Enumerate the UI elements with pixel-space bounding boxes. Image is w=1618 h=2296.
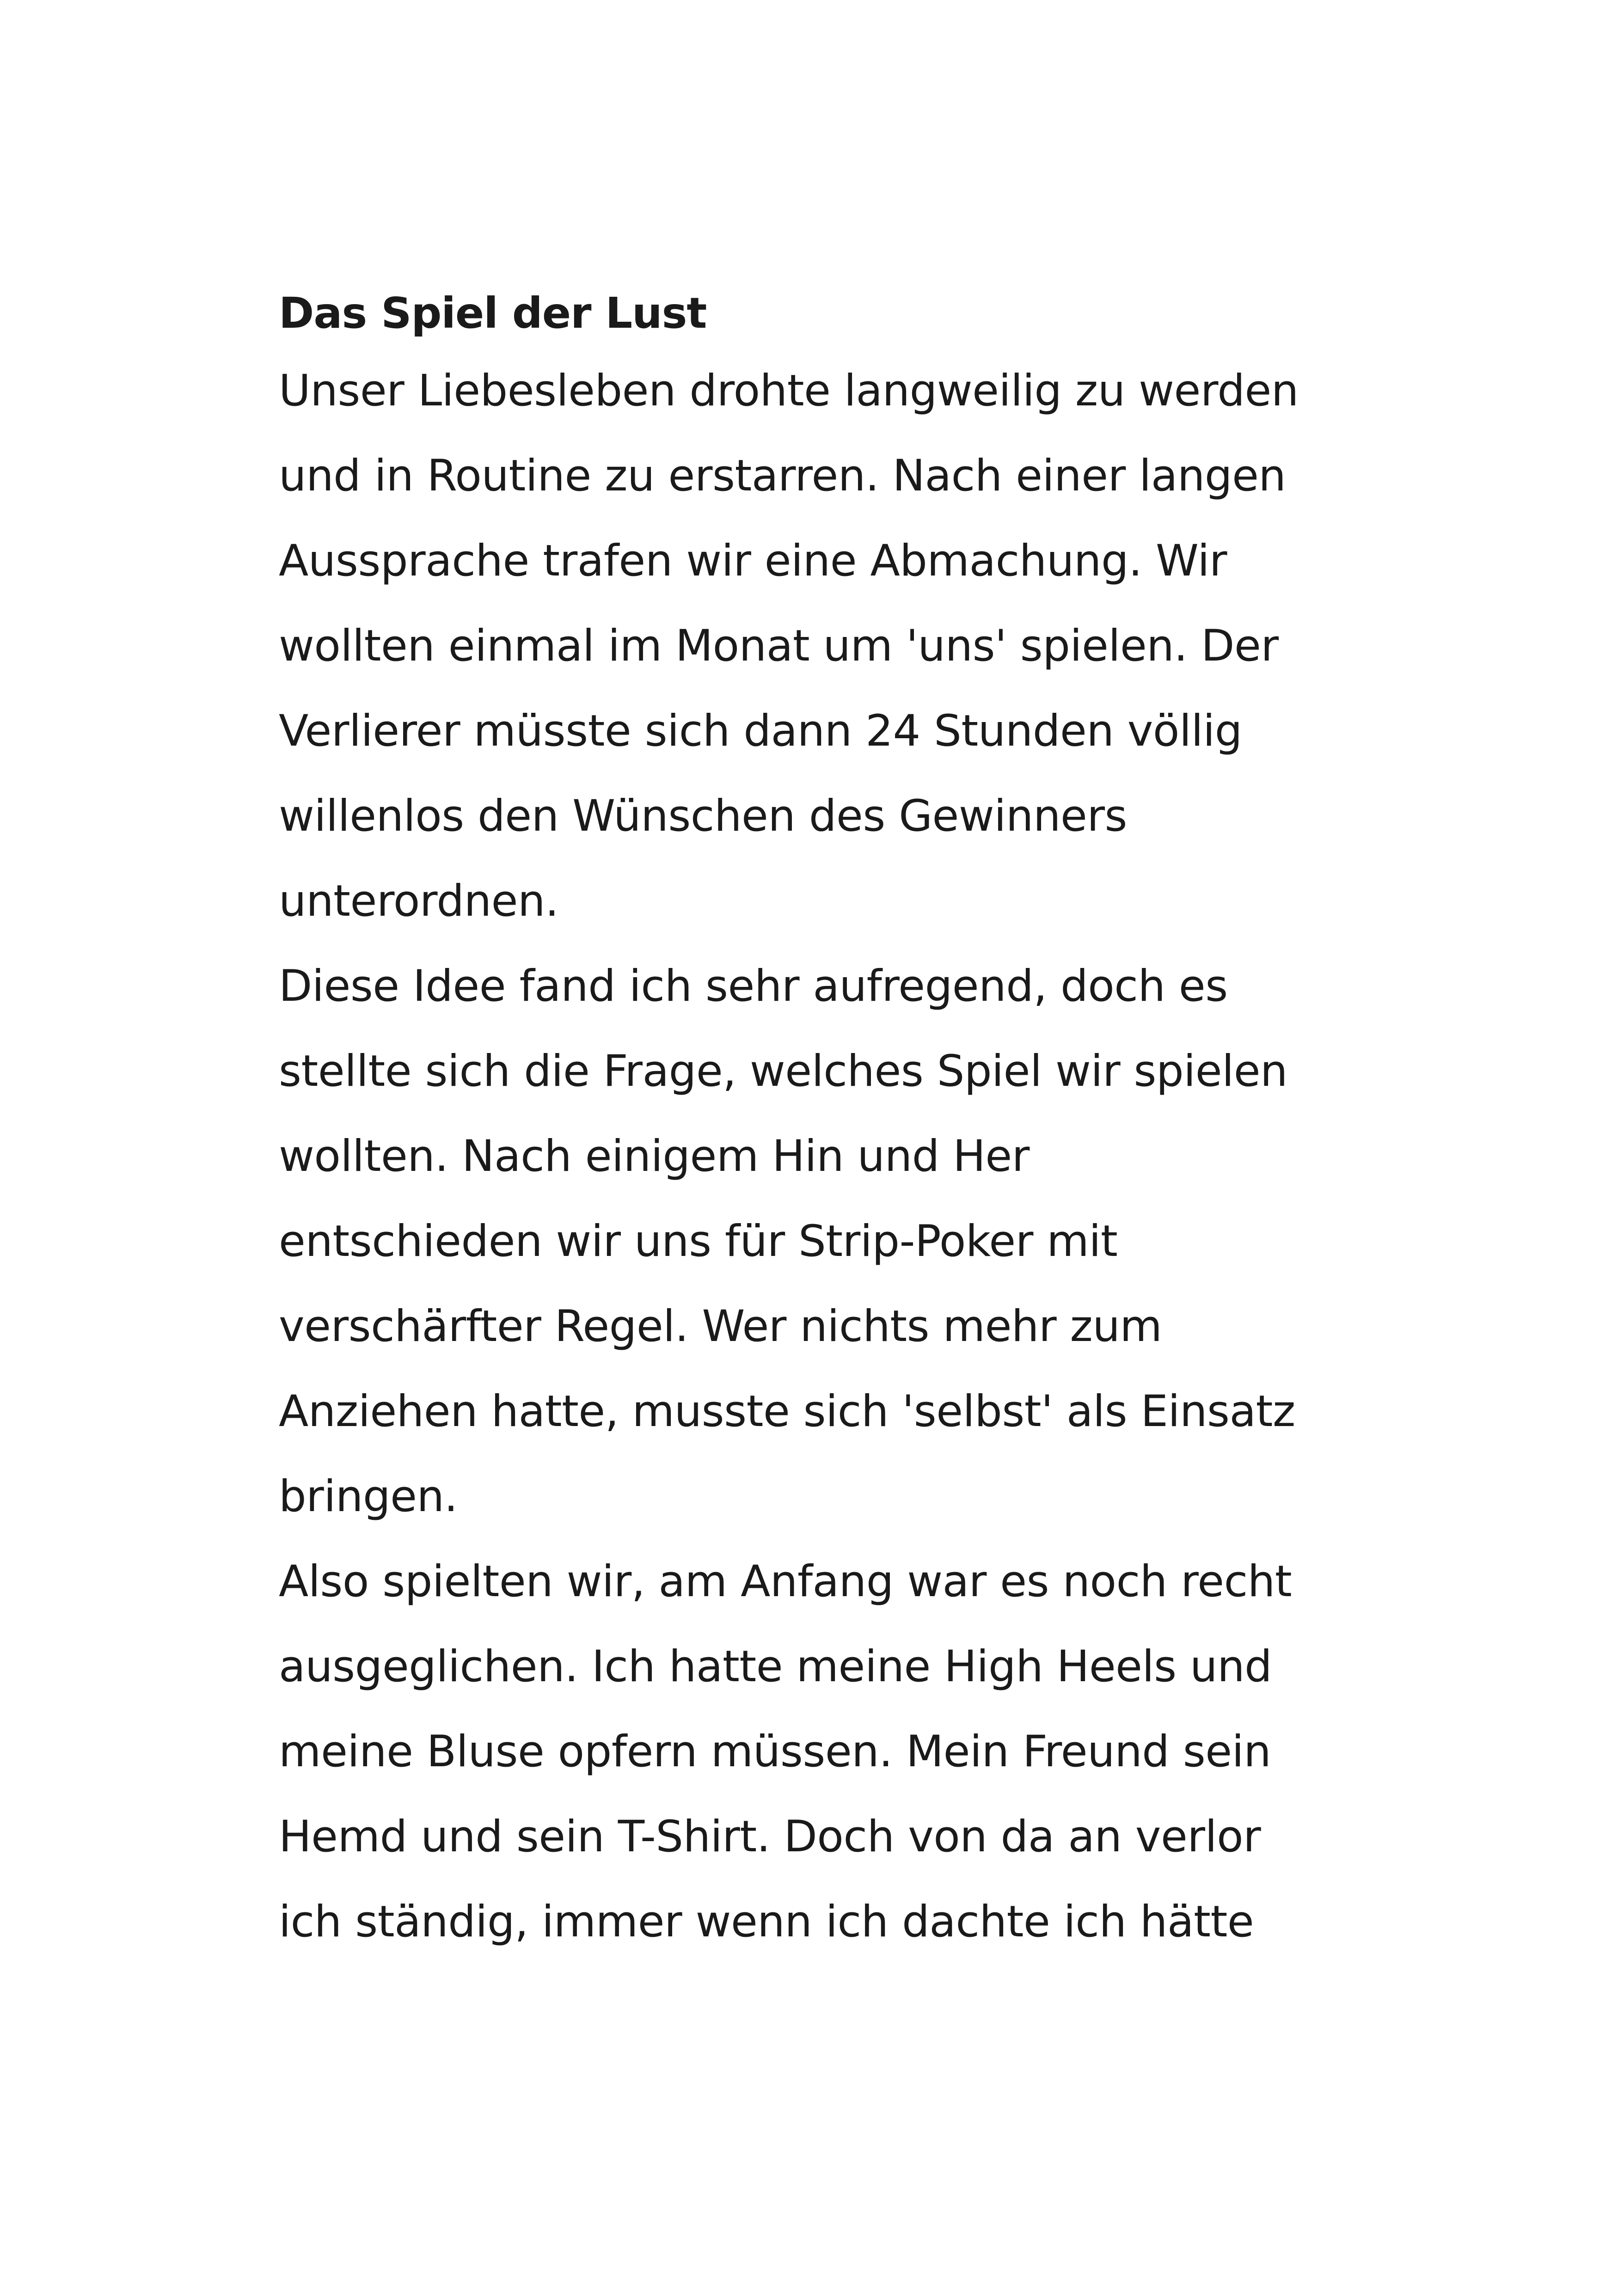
text-line: wollten. Nach einigem Hin und Her (279, 1131, 1030, 1182)
text-line: verschärfter Regel. Wer nichts mehr zum (279, 1301, 1162, 1352)
text-line: willenlos den Wünschen des Gewinners (279, 791, 1127, 841)
text-line: wollten einmal im Monat um 'uns' spielen. Der (279, 621, 1279, 671)
text-line: Aussprache trafen wir eine Abmachung. Wir (279, 536, 1227, 586)
text-line: Unser Liebesleben drohte langweilig zu werden (279, 366, 1299, 416)
document-title: Das Spiel der Lust (279, 288, 707, 338)
text-line: Diese Idee fand ich sehr aufregend, doch es (279, 961, 1228, 1011)
text-line: ausgeglichen. Ich hatte meine High Heels und (279, 1641, 1272, 1692)
text-line: Anziehen hatte, musste sich 'selbst' als Einsatz (279, 1386, 1295, 1437)
text-line: Also spielten wir, am Anfang war es noch recht (279, 1556, 1292, 1607)
text-line: ich ständig, immer wenn ich dachte ich hätte (279, 1897, 1254, 1947)
text-line: bringen. (279, 1471, 458, 1522)
text-line: und in Routine zu erstarren. Nach einer langen (279, 451, 1286, 501)
document-body (279, 283, 1388, 1965)
text-line: unterordnen. (279, 876, 559, 926)
text-line: stellte sich die Frage, welches Spiel wir spielen (279, 1046, 1288, 1096)
text-line: Verlierer müsste sich dann 24 Stunden völlig (279, 706, 1242, 756)
text-line: meine Bluse opfern müssen. Mein Freund sein (279, 1727, 1271, 1777)
text-line: Hemd und sein T-Shirt. Doch von da an verlor (279, 1812, 1261, 1862)
text-line: entschieden wir uns für Strip-Poker mit (279, 1216, 1118, 1267)
